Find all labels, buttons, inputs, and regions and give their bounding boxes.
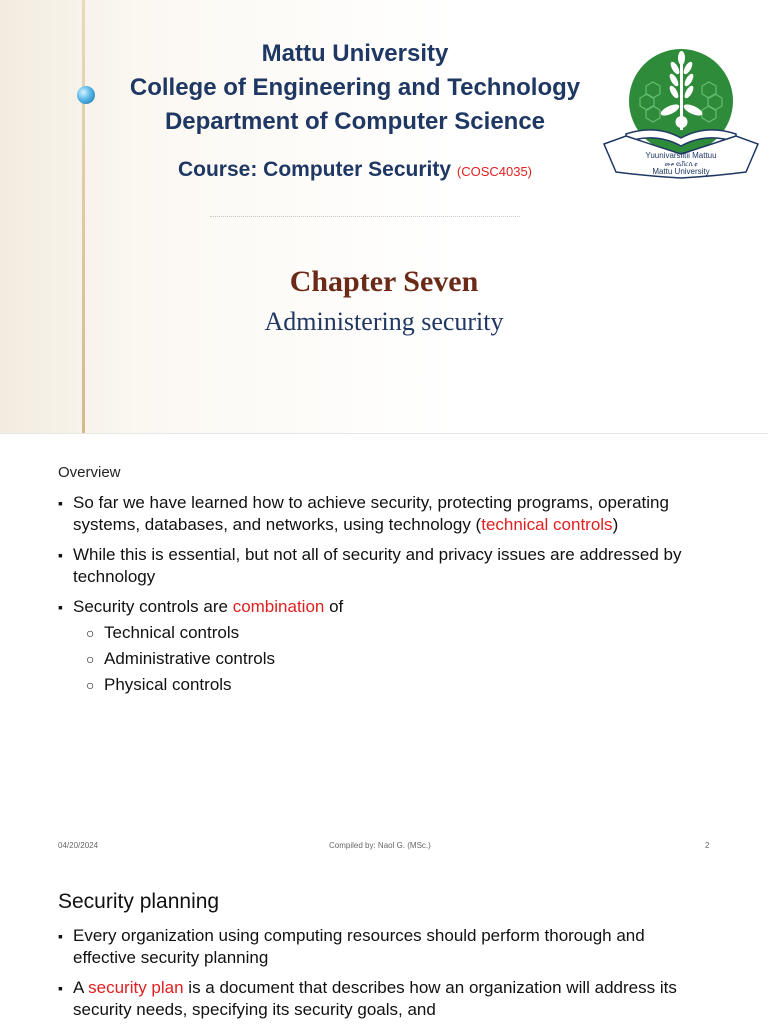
bullet-list bbox=[58, 492, 698, 700]
bullet-text: Every organization using computing resources should perform thorough and effective security planning bbox=[73, 926, 645, 967]
sub-bullet-item: ○ Administrative controls bbox=[58, 648, 698, 670]
logo-text-1: Yuunivarsiitii Mattuu bbox=[645, 151, 717, 160]
footer-page-number: 2 bbox=[705, 841, 710, 850]
bullet-text: of bbox=[324, 597, 344, 616]
bullet-text: A bbox=[73, 978, 89, 997]
highlight-text: combination bbox=[232, 597, 325, 616]
bullet-item bbox=[58, 544, 698, 588]
footer-date: 04/20/2024 bbox=[58, 841, 99, 850]
college-name: College of Engineering and Technology bbox=[129, 74, 581, 101]
decorative-rule bbox=[82, 0, 85, 433]
logo-text-2: መቱ ዩኒቨርሲቲ bbox=[664, 161, 698, 168]
course-line bbox=[100, 158, 610, 182]
highlight-text: technical controls bbox=[481, 515, 613, 534]
slide-title: Overview bbox=[58, 464, 121, 481]
university-logo-icon bbox=[596, 36, 762, 186]
bullet-item bbox=[58, 925, 698, 969]
logo-text-3: Mattu University bbox=[652, 167, 710, 176]
overview-slide bbox=[0, 433, 768, 864]
bullet-item bbox=[58, 596, 698, 618]
sub-bullet-item: ○ Technical controls bbox=[58, 622, 698, 644]
course-title: Course: Computer Security bbox=[177, 158, 452, 181]
footer-author: Compiled by: Naol G. (MSc.) bbox=[329, 841, 431, 850]
security-planning-slide bbox=[0, 863, 768, 1024]
bullet-item bbox=[58, 492, 698, 536]
highlight-text: security plan bbox=[88, 978, 184, 997]
bullet-item bbox=[58, 977, 698, 1021]
bullet-text: Security controls are bbox=[73, 597, 233, 616]
slide-title: Security planning bbox=[58, 890, 220, 913]
decorative-ball-icon bbox=[77, 86, 95, 104]
bullet-text: While this is essential, but not all of security and privacy issues are addressed by technology bbox=[73, 545, 682, 586]
title-slide bbox=[0, 0, 768, 433]
bullet-text: So far we have learned how to achieve security, protecting programs, operating systems, databases, and networks, using technology ( bbox=[73, 493, 669, 534]
sub-bullet-item: ○ Physical controls bbox=[58, 674, 698, 696]
bullet-text: is a document that describes how an organization will address its security needs, specifying its security goals, and bbox=[73, 978, 677, 1019]
bullet-list bbox=[58, 925, 698, 1029]
chapter-subtitle: Administering security bbox=[264, 307, 504, 336]
department-name: Department of Computer Science bbox=[164, 108, 546, 135]
bullet-text: ) bbox=[612, 515, 619, 534]
university-name: Mattu University bbox=[261, 40, 449, 67]
chapter-title: Chapter Seven bbox=[289, 265, 479, 298]
course-code: (COSC4035) bbox=[456, 164, 533, 179]
divider bbox=[210, 216, 520, 219]
